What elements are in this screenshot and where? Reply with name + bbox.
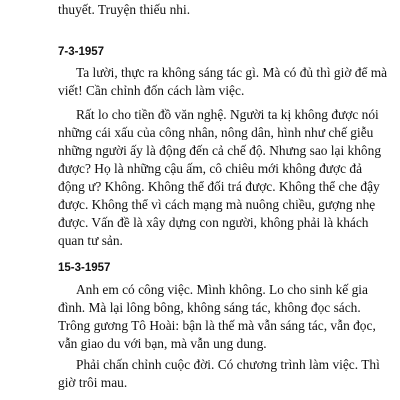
text-line: viết! Cần chỉnh đốn cách làm việc. bbox=[58, 83, 245, 98]
text-line: vẫn giao du với bạn, mà vẫn ung dung. bbox=[58, 336, 267, 351]
text-line: quan tư sản. bbox=[58, 233, 123, 248]
text-line: Rất lo cho tiền đồ văn nghệ. Người ta kị không được nói bbox=[76, 107, 379, 122]
text-line: giờ trôi mau. bbox=[58, 375, 128, 390]
text-line: những cái xấu của công nhân, nông dân, hình như chế giễu bbox=[58, 125, 374, 140]
text-line: Trông gương Tô Hoài: bận là thế mà vẫn sáng tác, vẫn đọc, bbox=[58, 318, 376, 333]
text-line: được. Vấn đề là xây dựng con người, không phải là khách bbox=[58, 215, 369, 230]
text-line: được. Không thể vì cách mạng mà nuông chiều, gượng nhẹ bbox=[58, 197, 376, 212]
text-line: Phải chấn chỉnh cuộc đời. Có chương trình làm việc. Thì bbox=[76, 357, 380, 372]
text-line: được? Họ là những cậu ấm, cô chiêu mới không được đả bbox=[58, 161, 363, 176]
text-line: những người ấy là động đến cả chế độ. Nhưng sao lại không bbox=[58, 143, 382, 158]
entry-date-heading: 15-3-1957 bbox=[58, 262, 111, 274]
text-line: động ư? Không. Không thể đối trá được. Không thể che đậy bbox=[58, 179, 380, 194]
text-line: thuyết. Truyện thiếu nhi. bbox=[58, 2, 191, 17]
text-line: Anh em có công việc. Mình không. Lo cho sinh kế gia bbox=[76, 282, 368, 297]
text-line: đình. Mà lại lông bông, không sáng tác, không đọc sách. bbox=[58, 300, 361, 315]
text-line: Ta lười, thực ra không sáng tác gì. Mà có đủ thì giờ để mà bbox=[76, 65, 388, 80]
entry-date-heading: 7-3-1957 bbox=[58, 46, 105, 58]
